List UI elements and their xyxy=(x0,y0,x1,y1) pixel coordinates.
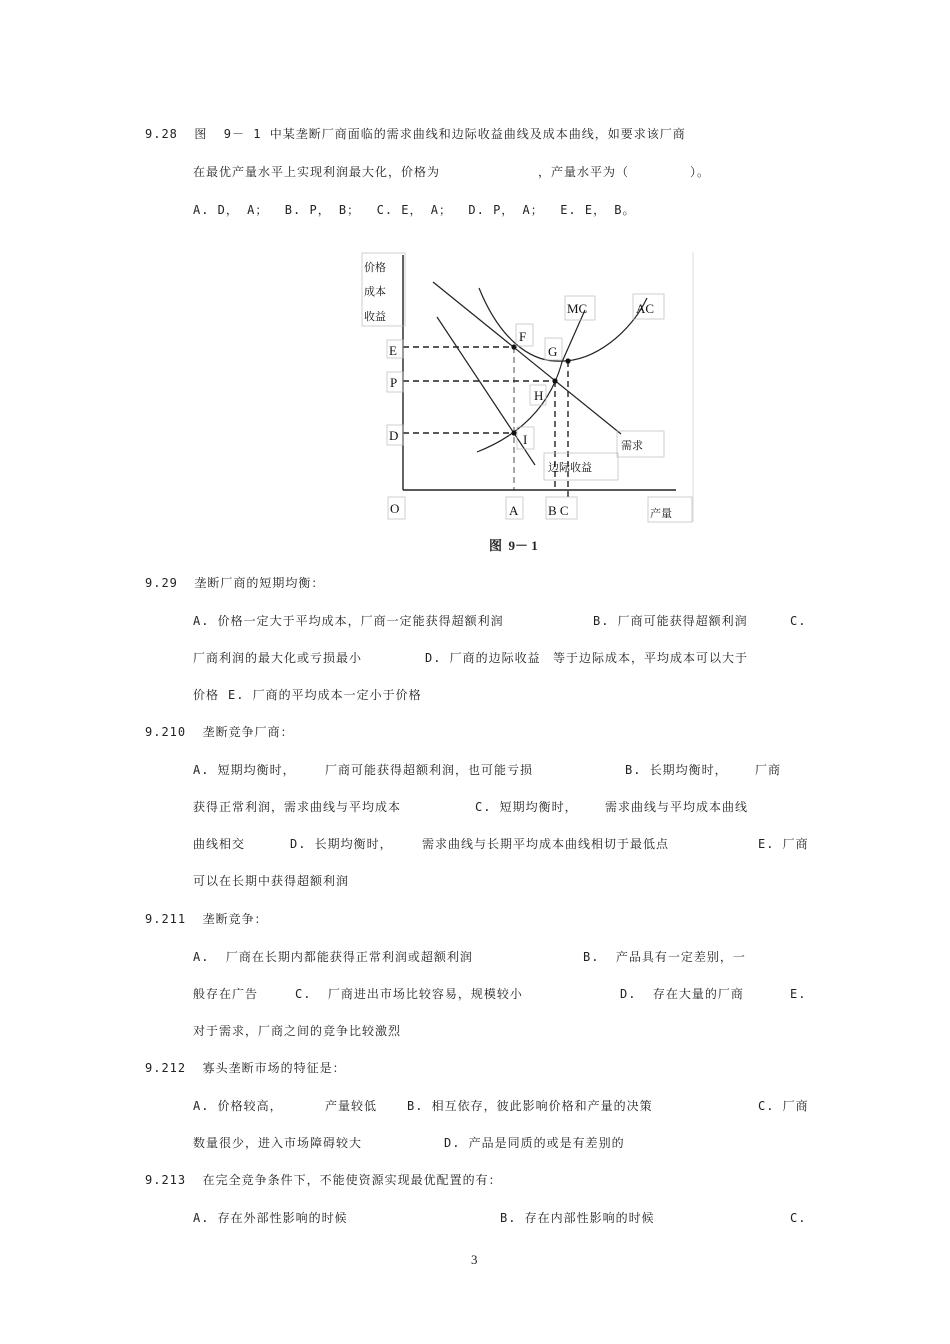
figure-caption: 图 9－ 1 xyxy=(489,538,538,553)
text-line: 9.28 图 9－ 1 中某垄断厂商面临的需求曲线和边际收益曲线及成本曲线，如要求该厂商 xyxy=(145,127,686,141)
text-line: 厂商 xyxy=(755,763,782,777)
text-line: 厂商利润的最大化或亏损最小 xyxy=(193,651,363,665)
text-line: A. 价格一定大于平均成本，厂商一定能获得超额利润 xyxy=(193,614,504,628)
text-line: B. 厂商可能获得超额利润 xyxy=(593,614,748,628)
text-line: A. D， A； B. P， B； C. E， A； D. P， A； E. E， B。 xyxy=(193,203,636,217)
text-line: C. 厂商进出市场比较容易，规模较小 xyxy=(295,987,523,1001)
page-number: 3 xyxy=(471,1252,478,1267)
text-line: E. 厂商 xyxy=(758,837,809,851)
ylabel-1: 价格 xyxy=(364,262,386,274)
text-line: 9.212 寡头垄断市场的特征是： xyxy=(145,1061,346,1075)
text-line: C. 短期均衡时， xyxy=(475,800,578,814)
text-line: A. 短期均衡时， xyxy=(193,763,296,777)
text-line: B. 产品具有一定差别，一 xyxy=(583,950,746,964)
label-p: P xyxy=(390,375,398,390)
text-line: ，产量水平为（ xyxy=(538,165,630,179)
text-line: 9.211 垄断竞争： xyxy=(145,912,268,926)
figure-labels xyxy=(364,260,672,520)
label-d: D xyxy=(389,428,399,443)
label-g: G xyxy=(548,344,558,359)
text-line: 9.29 垄断厂商的短期均衡： xyxy=(145,576,325,590)
text-line: B. 长期均衡时， xyxy=(625,763,728,777)
text-line: B. 存在内部性影响的时候 xyxy=(500,1211,655,1225)
text-line: E. 厂商的平均成本一定小于价格 xyxy=(228,688,422,702)
curves xyxy=(433,282,647,465)
text-line: ）。 xyxy=(690,165,711,179)
text-line: A. 厂商在长期内都能获得正常利润或超额利润 xyxy=(193,950,473,964)
text-line: 数量很少，进入市场障碍较大 xyxy=(193,1136,363,1150)
label-a: A xyxy=(509,503,519,518)
text-line: D. 厂商的边际收益 xyxy=(425,651,541,665)
text-line: 等于边际成本，平均成本可以大于 xyxy=(553,651,749,665)
text-line: 曲线相交 xyxy=(193,837,246,851)
text-line: D. 产品是同质的或是有差别的 xyxy=(444,1136,625,1150)
label-i: I xyxy=(523,432,528,447)
label-boxes xyxy=(362,253,692,522)
guide-lines xyxy=(403,347,568,497)
ylabel-2: 成本 xyxy=(364,286,386,298)
text-line: E. xyxy=(790,987,807,1001)
label-o: O xyxy=(390,501,400,516)
text-line: C. xyxy=(790,1211,807,1225)
text-line: 在最优产量水平上实现利润最大化，价格为 xyxy=(193,165,441,179)
text-line: 对于需求，厂商之间的竞争比较激烈 xyxy=(193,1024,402,1038)
text-line: 价格 xyxy=(193,688,220,702)
text-line: 厂商可能获得超额利润，也可能亏损 xyxy=(325,763,534,777)
text-line: 9.213 在完全竞争条件下，不能使资源实现最优配置的有： xyxy=(145,1173,502,1187)
demand-curve xyxy=(433,282,621,434)
label-h: H xyxy=(534,388,544,403)
label-bc: B C xyxy=(548,503,569,518)
text-line: C. 厂商 xyxy=(758,1099,809,1113)
text-line: B. 相互依存，彼此影响价格和产量的决策 xyxy=(407,1099,653,1113)
label-ac: AC xyxy=(636,301,655,316)
text-line: A. 存在外部性影响的时候 xyxy=(193,1211,348,1225)
label-e: E xyxy=(389,343,397,358)
text-line: C. xyxy=(790,614,807,628)
text-line: 可以在长期中获得超额利润 xyxy=(193,874,350,888)
label-mc: MC xyxy=(567,301,588,316)
text-line: D. 长期均衡时， xyxy=(290,837,393,851)
text-line: A. 价格较高， xyxy=(193,1099,283,1113)
text-line: 般存在广告 xyxy=(193,987,259,1001)
text-line: 获得正常利润，需求曲线与平均成本 xyxy=(193,800,402,814)
label-mr: 边际收益 xyxy=(548,462,592,474)
text-line: 需求曲线与平均成本曲线 xyxy=(605,800,749,814)
xlabel: 产量 xyxy=(650,508,672,520)
text-line: 需求曲线与长期平均成本曲线相切于最低点 xyxy=(422,837,670,851)
text-line: D. 存在大量的厂商 xyxy=(620,987,744,1001)
label-demand: 需求 xyxy=(621,440,643,452)
ac-curve xyxy=(479,288,647,361)
text-line: 9.210 垄断竞争厂商： xyxy=(145,725,294,739)
text-line: 产量较低 xyxy=(325,1099,378,1113)
ylabel-3: 收益 xyxy=(364,311,386,323)
label-f: F xyxy=(519,329,527,344)
